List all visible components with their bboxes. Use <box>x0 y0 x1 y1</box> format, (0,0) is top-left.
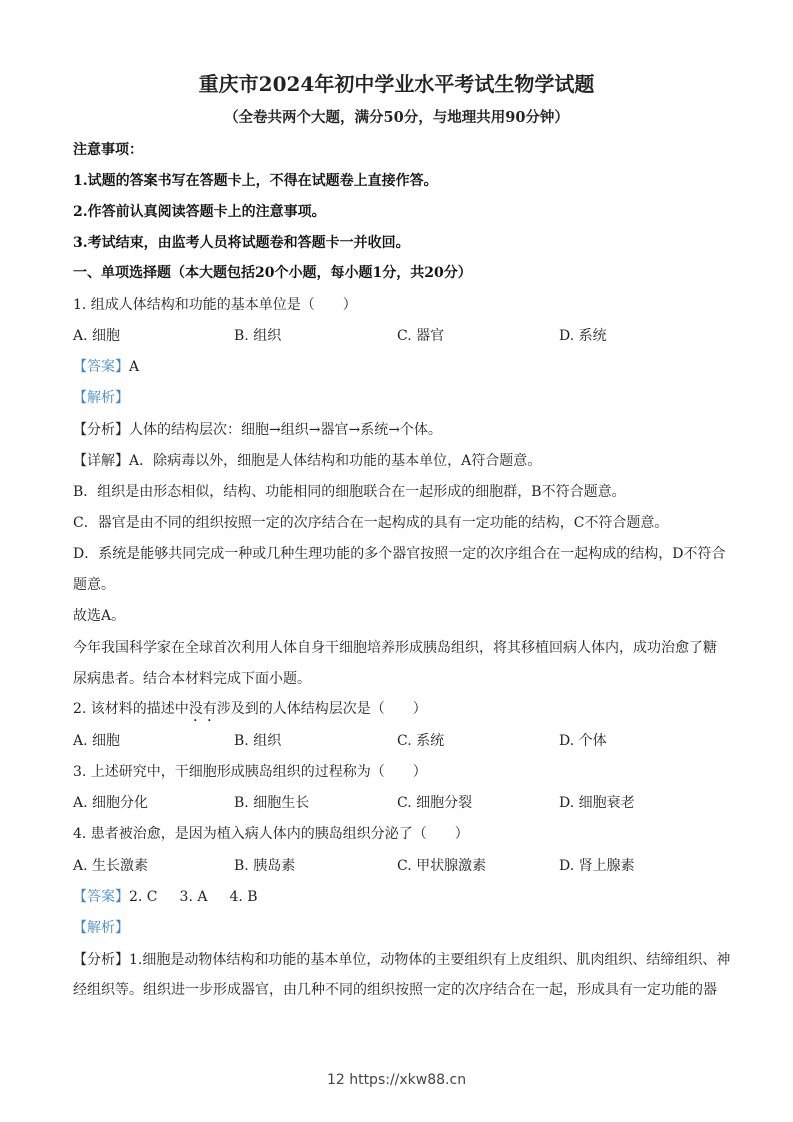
q3-option-c: C. 细胞分裂 <box>397 795 473 811</box>
explanation-line: 题意。 <box>73 577 115 593</box>
q2-option-c: C. 系统 <box>397 733 445 749</box>
answer-value: 2. C <box>129 889 158 905</box>
q1-option-d: D. 系统 <box>559 328 607 344</box>
question-4-stem: 4. 患者被治愈，是因为植入病人体内的胰岛组织分泌了（ ） <box>73 826 469 842</box>
explanation-line: C．器官是由不同的组织按照一定的次序结合在一起构成的具有一定功能的结构，C不符合题意。 <box>73 515 669 531</box>
q4-option-c: C. 甲状腺激素 <box>397 858 487 874</box>
page-subtitle: （全卷共两个大题，满分50分，与地理共用90分钟） <box>224 109 569 126</box>
q3-option-d: D. 细胞衰老 <box>559 795 635 811</box>
q1-option-c: C. 器官 <box>397 328 445 344</box>
notice-item: 1.试题的答案书写在答题卡上，不得在试题卷上直接作答。 <box>73 173 438 189</box>
notice-heading: 注意事项： <box>73 142 143 158</box>
q1-answer <box>73 358 139 376</box>
q4-option-b: B. 胰岛素 <box>234 858 296 874</box>
page-title: 重庆市2024年初中学业水平考试生物学试题 <box>198 72 595 96</box>
question-3-stem: 3. 上述研究中，干细胞形成胰岛组织的过程称为（ ） <box>73 764 427 780</box>
explanation-line: 故选A。 <box>73 608 126 624</box>
explanation-line: 经组织等。组织进一步形成器官，由几种不同的组织按照一定的次序结合在一起，形成具有一定功能的器 <box>73 982 717 998</box>
material-line: 今年我国科学家在全球首次利用人体自身干细胞培养形成胰岛组织，将其移植回病人体内，成功治愈了糖 <box>73 640 717 656</box>
q1-option-a: A. 细胞 <box>73 328 121 344</box>
page-footer: 12 https://xkw88.cn <box>326 1072 467 1088</box>
q2-option-a: A. 细胞 <box>73 733 121 749</box>
q4-option-a: A. 生长激素 <box>73 858 149 874</box>
q3-option-a: A. 细胞分化 <box>73 795 149 811</box>
group-answer <box>73 888 258 906</box>
q1-option-b: B. 组织 <box>234 328 282 344</box>
answer-value: 4. B <box>229 889 258 905</box>
q2-option-d: D. 个体 <box>559 733 607 749</box>
answer-tag: 【答案】 <box>73 359 129 375</box>
notice-item: 2.作答前认真阅读答题卡上的注意事项。 <box>73 204 326 220</box>
explanation-line: 【详解】A．除病毒以外，细胞是人体结构和功能的基本单位，A符合题意。 <box>73 453 542 469</box>
explanation-line: 【分析】人体的结构层次：细胞→组织→器官→系统→个体。 <box>73 422 442 438</box>
q2-stem-pre: 2. 该材料的描述中 <box>73 701 189 717</box>
explanation-line: D．系统是能够共同完成一种或几种生理功能的多个器官按照一定的次序组合在一起构成的结构，D不符合 <box>73 546 726 562</box>
answer-value: A <box>129 359 140 375</box>
analysis-tag: 【解析】 <box>73 390 129 406</box>
q2-stem-emphasis: 没有 <box>188 701 217 717</box>
q3-option-b: B. 细胞生长 <box>234 795 310 811</box>
analysis-tag: 【解析】 <box>73 920 129 936</box>
explanation-line: 【分析】1.细胞是动物体结构和功能的基本单位，动物体的主要组织有上皮组织、肌肉组织、结缔组织、神 <box>73 952 731 968</box>
answer-tag: 【答案】 <box>73 889 129 905</box>
q2-option-b: B. 组织 <box>234 733 282 749</box>
explanation-line: B．组织是由形态相似，结构、功能相同的细胞联合在一起形成的细胞群，B不符合题意。 <box>73 484 626 500</box>
material-line: 尿病患者。结合本材料完成下面小题。 <box>73 671 311 687</box>
question-2-stem <box>73 700 427 725</box>
answer-value: 3. A <box>179 889 208 905</box>
q4-option-d: D. 肾上腺素 <box>559 858 635 874</box>
notice-item: 3.考试结束，由监考人员将试题卷和答题卡一并收回。 <box>73 235 410 251</box>
question-1-stem: 1. 组成人体结构和功能的基本单位是（ ） <box>73 297 357 313</box>
section-heading: 一、单项选择题（本大题包括20个小题，每小题1分，共20分） <box>73 265 472 281</box>
q2-stem-post: 涉及到的人体结构层次是（ ） <box>216 701 427 717</box>
